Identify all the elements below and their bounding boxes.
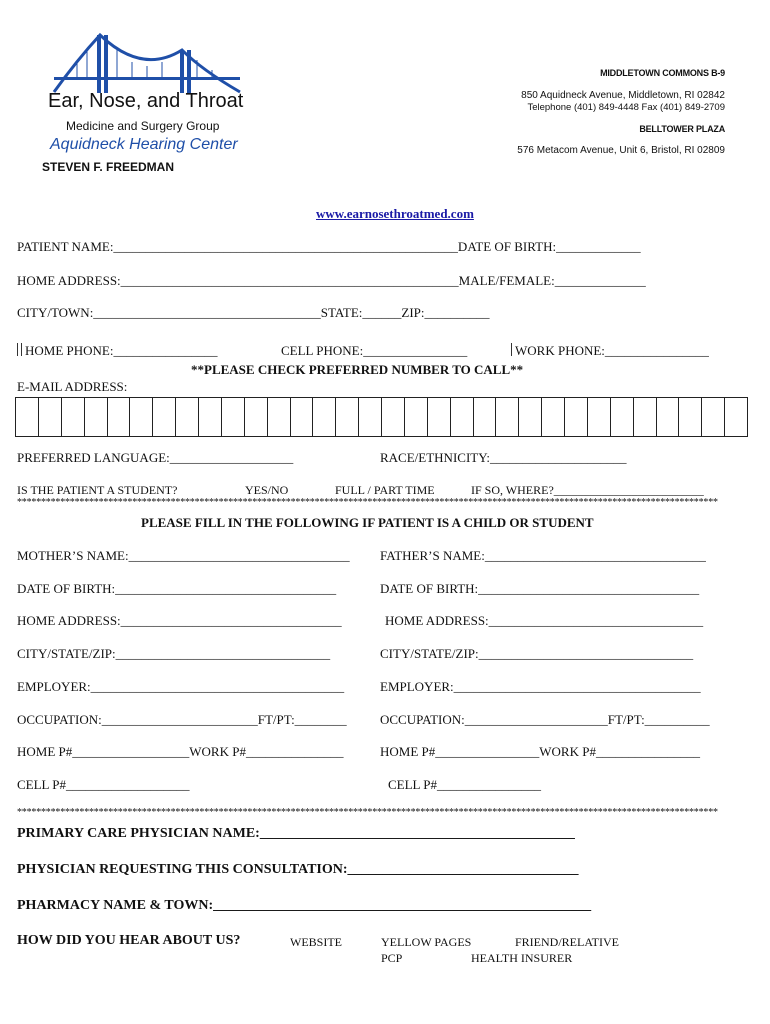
father-occupation-line[interactable]: OCCUPATION:______________________FT/PT:__________ <box>380 712 710 727</box>
requesting-physician-line[interactable]: PHYSICIAN REQUESTING THIS CONSULTATION:_________________________________ <box>17 862 579 877</box>
father-csz-line[interactable]: CITY/STATE/ZIP:_________________________________ <box>380 646 694 661</box>
logo-hearing-center: Aquidneck Hearing Center <box>50 136 238 153</box>
email-char-box[interactable] <box>62 398 85 436</box>
email-char-box[interactable] <box>245 398 268 436</box>
email-char-box[interactable] <box>519 398 542 436</box>
email-char-box[interactable] <box>16 398 39 436</box>
home-phone-checkbox-2[interactable] <box>21 343 22 356</box>
email-char-box[interactable] <box>130 398 153 436</box>
divider-stars-2: ************************************************************************************************************************************************** <box>17 807 718 818</box>
student-where-line[interactable]: IF SO, WHERE?_________________________ <box>471 483 704 497</box>
mother-csz-line[interactable]: CITY/STATE/ZIP:_________________________________ <box>17 646 331 661</box>
father-name-line[interactable]: FATHER’S NAME:__________________________________ <box>380 548 706 563</box>
email-char-box[interactable] <box>313 398 336 436</box>
mother-employer-line[interactable]: EMPLOYER:_______________________________________ <box>17 679 345 694</box>
race-ethnicity-line[interactable]: RACE/ETHNICITY:_____________________ <box>380 450 627 465</box>
email-char-box[interactable] <box>176 398 199 436</box>
patient-address-line[interactable]: HOME ADDRESS:____________________________________________________MALE/FEMALE:______________ <box>17 273 646 288</box>
father-cell-line[interactable]: CELL P#________________ <box>388 777 541 792</box>
mother-address-line[interactable]: HOME ADDRESS:__________________________________ <box>17 613 342 628</box>
patient-city-line[interactable]: CITY/TOWN:___________________________________STATE:______ZIP:__________ <box>17 305 490 320</box>
website-link[interactable]: www.earnosethroatmed.com <box>316 206 474 221</box>
email-char-box[interactable] <box>39 398 62 436</box>
preferred-number-note: **PLEASE CHECK PREFERRED NUMBER TO CALL** <box>191 362 524 377</box>
father-dob-line[interactable]: DATE OF BIRTH:__________________________________ <box>380 581 700 596</box>
father-address-line[interactable]: HOME ADDRESS:_________________________________ <box>385 613 704 628</box>
father-phone-line[interactable]: HOME P#________________WORK P#________________ <box>380 744 700 759</box>
father-employer-line[interactable]: EMPLOYER:______________________________________ <box>380 679 701 694</box>
home-phone-checkbox[interactable] <box>17 343 18 356</box>
email-char-box[interactable] <box>588 398 611 436</box>
work-phone-checkbox[interactable] <box>511 343 512 356</box>
email-char-box[interactable] <box>268 398 291 436</box>
office1-address: 850 Aquidneck Avenue, Middletown, RI 02842 <box>521 90 725 101</box>
email-label: E-MAIL ADDRESS: <box>17 379 128 394</box>
mother-occupation-line[interactable]: OCCUPATION:________________________FT/PT:________ <box>17 712 347 727</box>
office1-phone: Telephone (401) 849-4448 Fax (401) 849-2709 <box>527 102 725 113</box>
divider-stars-1: ************************************************************************************************************************************************** <box>17 497 718 508</box>
office2-address: 576 Metacom Avenue, Unit 6, Bristol, RI 02809 <box>517 145 725 156</box>
student-yes-no[interactable]: YES/NO <box>245 483 289 497</box>
email-char-box[interactable] <box>657 398 680 436</box>
email-char-box[interactable] <box>679 398 702 436</box>
hear-about-label: HOW DID YOU HEAR ABOUT US? <box>17 933 241 948</box>
office1-name: MIDDLETOWN COMMONS B-9 <box>600 68 725 78</box>
email-char-box[interactable] <box>85 398 108 436</box>
cell-phone-field[interactable]: CELL PHONE:________________ <box>281 343 468 358</box>
pharmacy-line[interactable]: PHARMACY NAME & TOWN:______________________________________________________ <box>17 898 592 913</box>
email-char-box[interactable] <box>291 398 314 436</box>
hear-option-pcp[interactable]: PCP <box>381 951 403 965</box>
hear-option-yellow-pages[interactable]: YELLOW PAGES <box>381 935 472 949</box>
email-input-boxes[interactable] <box>15 397 748 437</box>
student-full-part[interactable]: FULL / PART TIME <box>335 483 435 497</box>
email-char-box[interactable] <box>542 398 565 436</box>
logo-subtitle: Medicine and Surgery Group <box>66 119 220 133</box>
office2-name: BELLTOWER PLAZA <box>639 124 725 134</box>
email-char-box[interactable] <box>428 398 451 436</box>
email-char-box[interactable] <box>108 398 131 436</box>
mother-dob-line[interactable]: DATE OF BIRTH:__________________________________ <box>17 581 337 596</box>
home-phone-label: HOME PHONE:________________ <box>25 343 218 358</box>
email-char-box[interactable] <box>634 398 657 436</box>
email-char-box[interactable] <box>153 398 176 436</box>
patient-name-line[interactable]: PATIENT NAME:_____________________________________________________DATE OF BIRTH:_____________ <box>17 239 641 254</box>
preferred-language-line[interactable]: PREFERRED LANGUAGE:___________________ <box>17 450 294 465</box>
email-char-box[interactable] <box>199 398 222 436</box>
doctor-name: STEVEN F. FREEDMAN <box>42 160 175 174</box>
email-char-box[interactable] <box>359 398 382 436</box>
email-char-box[interactable] <box>222 398 245 436</box>
mother-phone-line[interactable]: HOME P#__________________WORK P#_______________ <box>17 744 344 759</box>
mother-cell-line[interactable]: CELL P#___________________ <box>17 777 190 792</box>
pcp-name-line[interactable]: PRIMARY CARE PHYSICIAN NAME:_____________________________________________ <box>17 826 575 841</box>
email-char-box[interactable] <box>496 398 519 436</box>
hear-option-insurer[interactable]: HEALTH INSURER <box>471 951 573 965</box>
hear-option-friend[interactable]: FRIEND/RELATIVE <box>515 935 619 949</box>
email-char-box[interactable] <box>611 398 634 436</box>
work-phone-label: WORK PHONE:________________ <box>515 343 709 358</box>
logo-title: Ear, Nose, and Throat <box>48 90 244 112</box>
email-char-box[interactable] <box>336 398 359 436</box>
email-char-box[interactable] <box>451 398 474 436</box>
email-char-box[interactable] <box>725 398 747 436</box>
email-char-box[interactable] <box>565 398 588 436</box>
work-phone-field[interactable] <box>511 343 709 359</box>
child-section-heading: PLEASE FILL IN THE FOLLOWING IF PATIENT IS A CHILD OR STUDENT <box>141 515 594 530</box>
home-phone-field[interactable] <box>17 343 217 359</box>
bridge-logo <box>52 30 242 95</box>
email-char-box[interactable] <box>382 398 405 436</box>
email-char-box[interactable] <box>405 398 428 436</box>
student-question: IS THE PATIENT A STUDENT? <box>17 483 178 497</box>
email-char-box[interactable] <box>702 398 725 436</box>
hear-option-website[interactable]: WEBSITE <box>290 935 342 949</box>
email-char-box[interactable] <box>474 398 497 436</box>
mother-name-line[interactable]: MOTHER’S NAME:__________________________________ <box>17 548 350 563</box>
